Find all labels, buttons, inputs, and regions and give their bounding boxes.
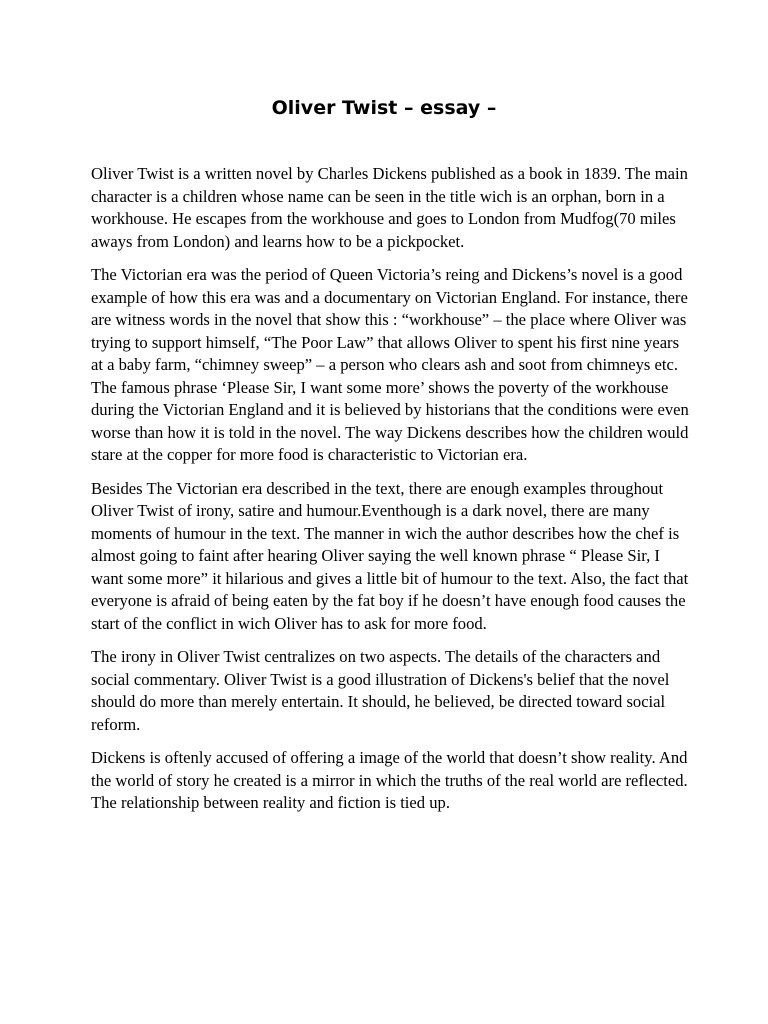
paragraph-2: The Victorian era was the period of Queen Victoria’s reing and Dickens’s novel is a good example of how this era was and a documentary on Victorian England. For instance, there are witness words in the novel that show this : “workhouse” – the place where Oliver was trying to support himself, “The Poor Law” that allows Oliver to spent his first nine years at a baby farm, “chimney sweep” – a person who clears ash and soot from chimneys etc. The famous phrase ‘Please Sir, I want some more’ shows the poverty of the workhouse during the Victorian England and it is believed by historians that the conditions were even worse than how it is told in the novel. The way Dickens describes how the children would stare at the copper for more food is characteristic to Victorian era. [91, 265, 689, 464]
document-body [91, 163, 691, 826]
document-title: Oliver Twist – essay – [271, 97, 497, 119]
paragraph-5: Dickens is oftenly accused of offering a image of the world that doesn’t show reality. And the world of story he created is a mirror in which the truths of the real world are reflected. The relationship between reality and fiction is tied up. [91, 748, 688, 812]
paragraph-4: The irony in Oliver Twist centralizes on two aspects. The details of the characters and social commentary. Oliver Twist is a good illustration of Dickens's belief that the novel should do more than merely entertain. It should, he believed, be directed toward social reform. [91, 647, 670, 734]
paragraph-3: Besides The Victorian era described in the text, there are enough examples throughout Oliver Twist of irony, satire and humour.Eventhough is a dark novel, there are many moments of humour in the text. The manner in wich the author describes how the chef is almost going to faint after hearing Oliver saying the well known phrase “ Please Sir, I want some more” it hilarious and gives a little bit of humour to the text. Also, the fact that everyone is afraid of being eaten by the fat boy if he doesn’t have enough food causes the start of the conflict in wich Oliver has to ask for more food. [91, 478, 689, 633]
paragraph-1: Oliver Twist is a written novel by Charles Dickens published as a book in 1839. The main character is a children whose name can be seen in the title wich is an orphan, born in a workhouse. He escapes from the workhouse and goes to London from Mudfog(70 miles aways from London) and learns how to be a pickpocket. [91, 164, 688, 251]
